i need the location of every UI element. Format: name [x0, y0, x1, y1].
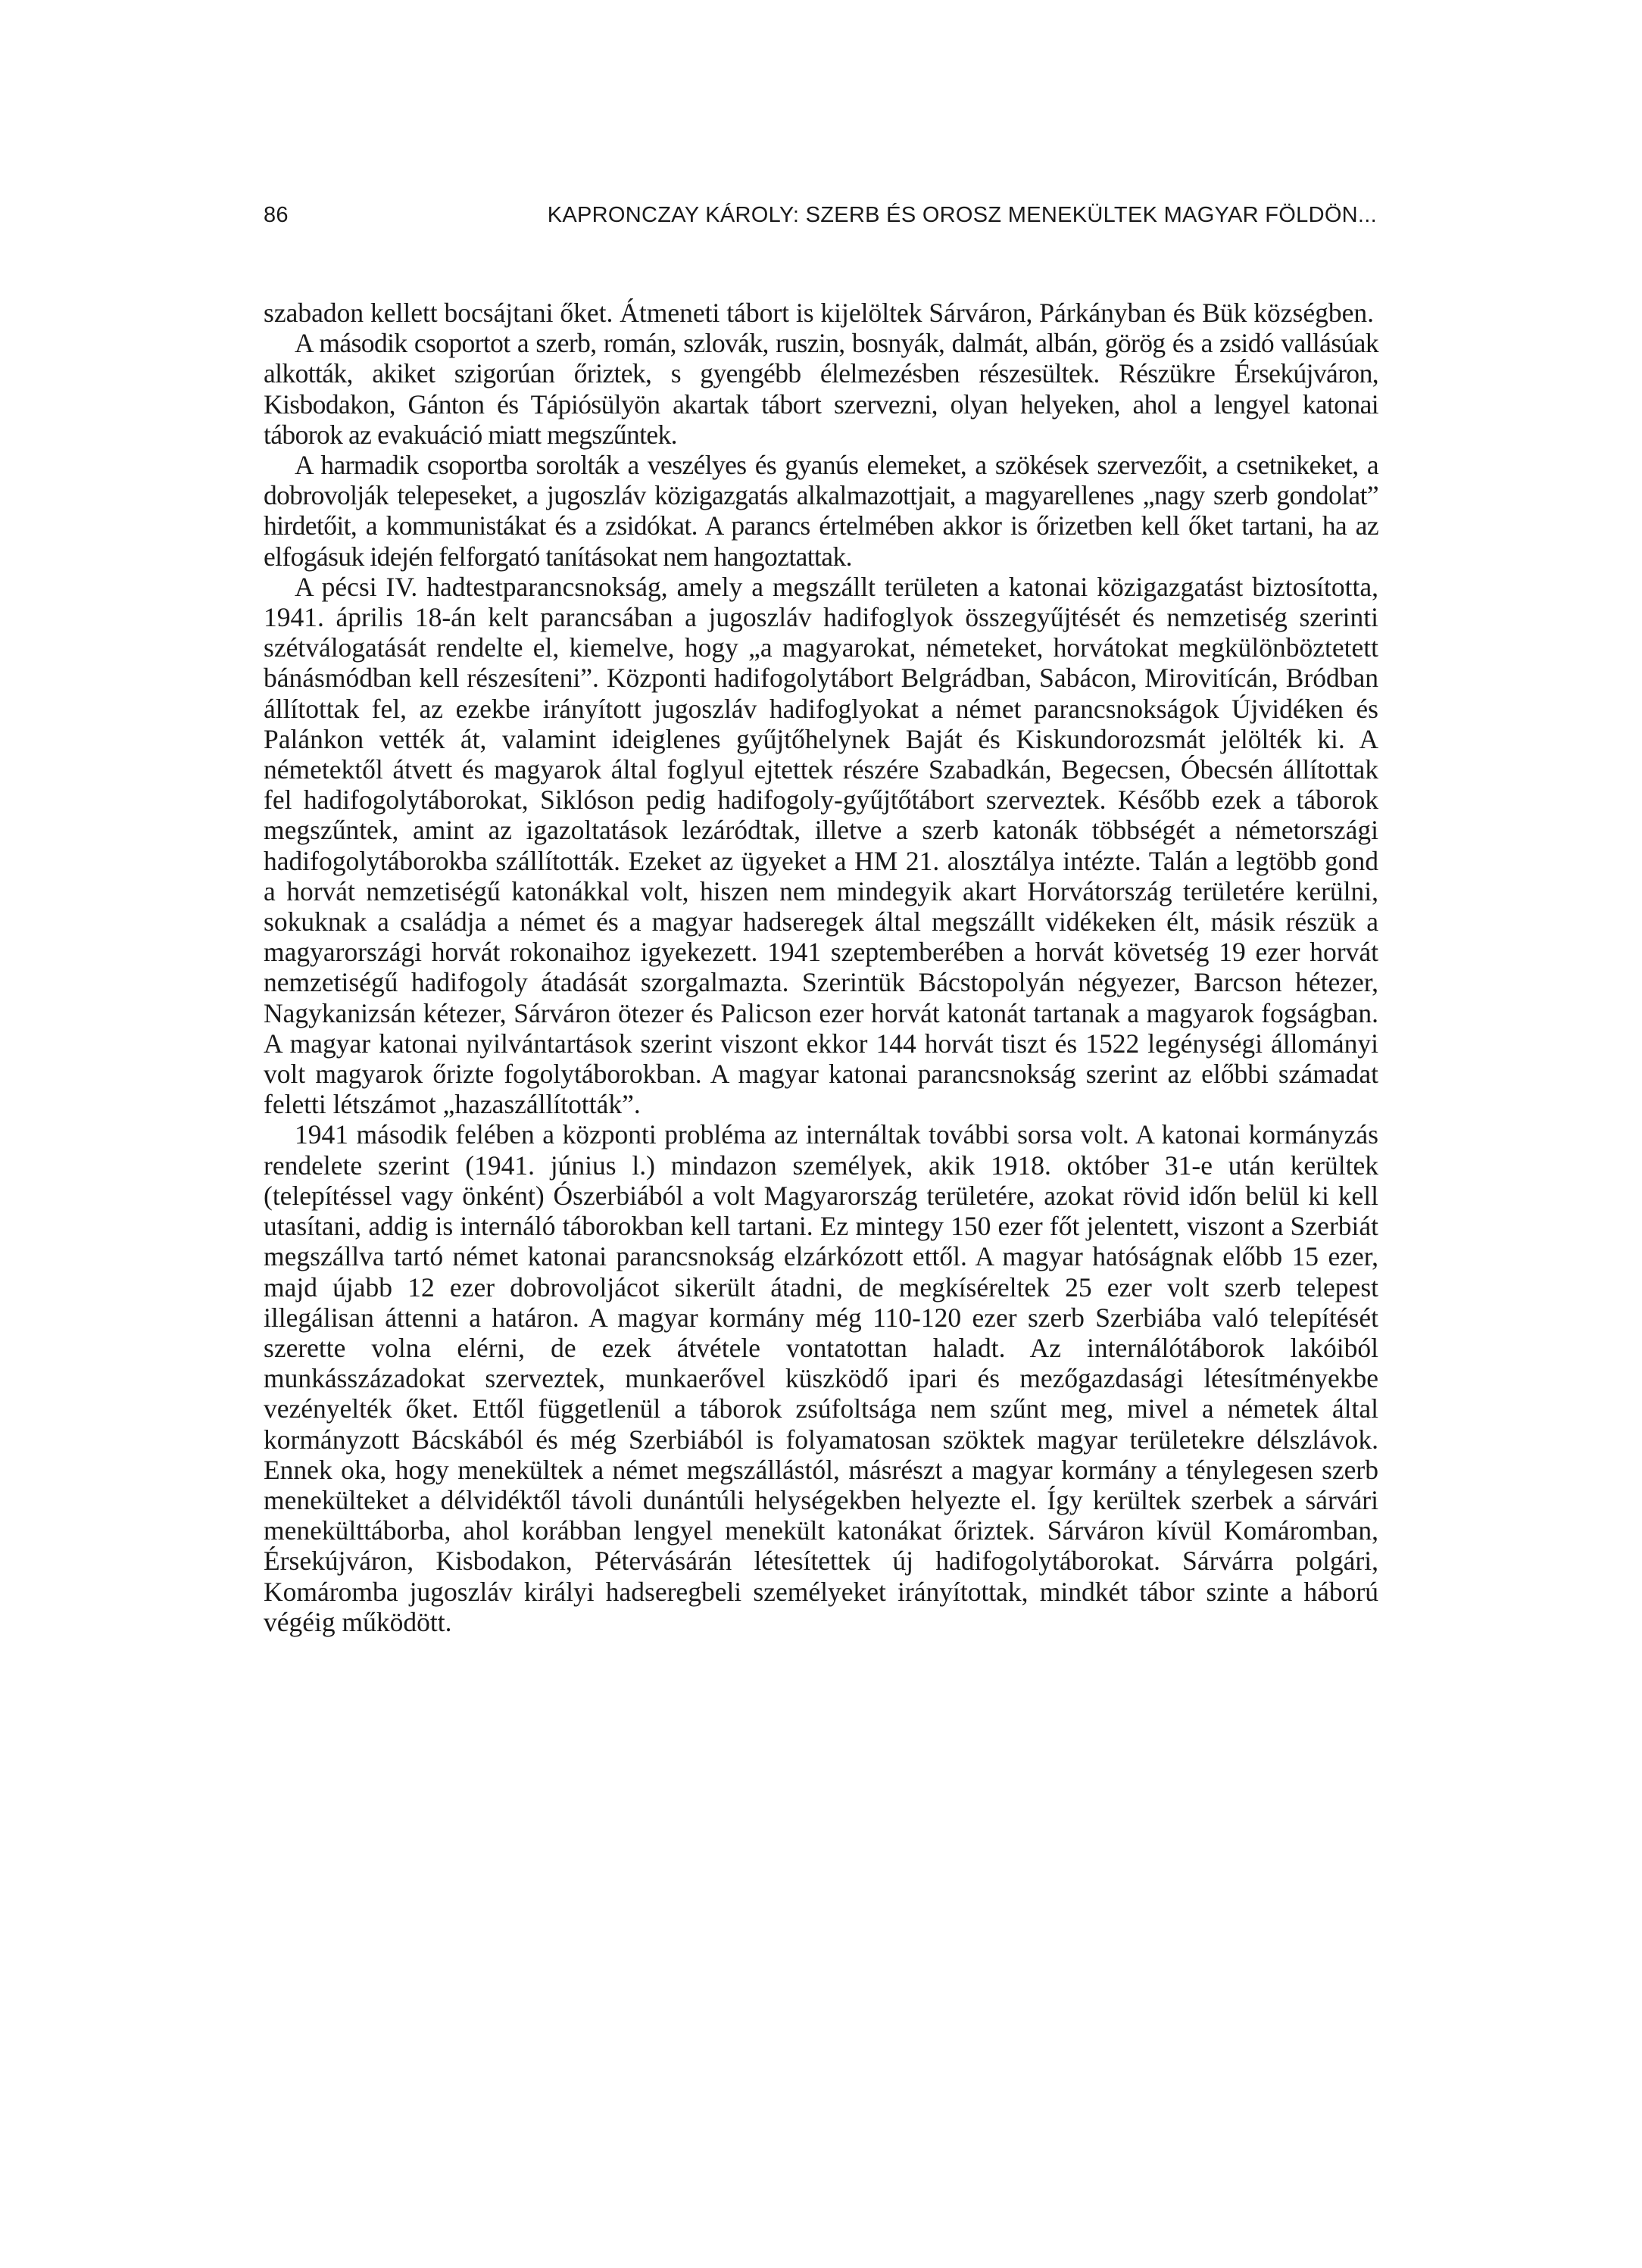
page-number: 86 [264, 203, 289, 227]
paragraph-internees-1941: 1941 második felében a központi probléma az internáltak további sorsa volt. A katonai kormányzás rendelete szerint (1941. június l.) mindazon személyek, akik 1918. október 31-e után kerültek (telepítéssel vagy önként) Ószerbiából a volt Magyarország területére, azokat rövid időn belül ki kell utasítani, addig is internáló táborokban kell tartani. Ez mintegy 150 ezer főt jelentett, viszont a Szerbiát megszállva tartó német katonai parancsnokság elzárkózott ettől. A magyar hatóságnak előbb 15 ezer, majd újabb 12 ezer dobrovoljácot sikerült átadni, de megkíséreltek 25 ezer volt szerb telepest illegálisan áttenni a határon. A magyar kormány még 110-120 ezer szerb Szerbiába való telepítését szerette volna elérni, de ezek átvétele vontatottan haladt. Az internálótáborok lakóiból munkásszázadokat szerveztek, munkaerővel küszködő ipari és mezőgazdasági létesítményekbe vezényelték őket. Ettől függetlenül a táborok zsúfoltsága nem szűnt meg, mivel a németek által kormányzott Bácskából és még Szerbiából is folyamatosan szöktek magyar területekre délszlávok. Ennek oka, hogy menekültek a német megszállástól, másrészt a magyar kormány a ténylegesen szerb menekülteket a délvidéktől távoli dunántúli helységekben helyezte el. Így kerültek szerbek a sárvári menekülttáborba, ahol korábban lengyel menekült katonákat őriztek. Sárváron kívül Komáromban, Érsekújváron, Kisbodakon, Pétervásárán létesítettek új hadifogolytáborokat. Sárvárra polgári, Komáromba jugoszláv királyi hadseregbeli személyeket irányítottak, mindkét tábor szinte a háború végéig működött. [264, 1119, 1378, 1637]
paragraph-pecs-command: A pécsi IV. hadtestparancsnokság, amely a megszállt területen a katonai közigazgatást biztosította, 1941. április 18-án kelt parancsában a jugoszláv hadifoglyok összegyűjtését és nemzetiség szerinti szétválogatását rendelte el, kiemelve, hogy „a magyarokat, németeket, horvátokat megkülönböztetett bánásmódban kell részesíteni”. Központi hadifogolytábort Belgrádban, Sabácon, Mirovitícán, Bródban állítottak fel, az ezekbe irányított jugoszláv hadifoglyokat a német parancsnokságok Újvidéken és Palánkon vették át, valamint ideiglenes gyűjtőhelynek Baját és Kiskundorozsmát jelölték ki. A németektől átvett és magyarok által foglyul ejtettek részére Szabadkán, Begecsen, Óbecsén állítottak fel hadifogolytáborokat, Siklóson pedig hadifogoly-gyűjtőtábort szerveztek. Később ezek a táborok megszűntek, amint az igazoltatások lezáródtak, illetve a szerb katonák többségét a németországi hadifogolytáborokba szállították. Ezeket az ügyeket a HM 21. alosztálya intézte. Talán a legtöbb gond a horvát nemzetiségű katonákkal volt, hiszen nem mindegyik akart Horvátország területére kerülni, sokuknak a családja a német és a magyar hadseregek által megszállt vidékeken élt, másik részük a magyarországi horvát rokonaihoz igyekezett. 1941 szeptemberében a horvát követség 19 ezer horvát nemzetiségű hadifogoly átadását szorgalmazta. Szerintük Bácstopolyán négyezer, Barcson hétezer, Nagykanizsán kétezer, Sárváron ötezer és Palicson ezer horvát katonát tartanak a magyarok fogságban. A magyar katonai nyilvántartások szerint viszont ekkor 144 horvát tiszt és 1522 legénységi állományi volt magyarok őrizte fogolytáborokban. A magyar katonai parancsnokság szerint az előbbi számadat feletti létszámot „hazaszállították”. [264, 571, 1378, 1120]
running-title: KAPRONCZAY KÁROLY: SZERB ÉS OROSZ MENEKÜLTEK MAGYAR FÖLDÖN... [547, 203, 1377, 227]
body-text [264, 298, 1378, 1637]
paragraph-second-group: A második csoportot a szerb, román, szlovák, ruszin, bosnyák, dalmát, albán, görög és a zsidó vallásúak alkották, akiket szigorúan őriztek, s gyengébb élelmezésben részesültek. Részükre Érsekújváron, Kisbodakon, Gánton és Tápiósülyön akartak tábort szervezni, olyan helyeken, ahol a lengyel katonai táborok az evakuáció miatt megszűntek. [264, 328, 1378, 450]
running-header [264, 203, 1377, 233]
paragraph-third-group: A harmadik csoportba sorolták a veszélyes és gyanús elemeket, a szökések szervezőit, a csetnikeket, a dobrovolják telepeseket, a jugoszláv közigazgatás alkalmazottjait, a magyarellenes „nagy szerb gondolat” hirdetőit, a kommunistákat és a zsidókat. A parancs értelmében akkor is őrizetben kell őket tartani, ha az elfogásuk idején felforgató tanításokat nem hangoztattak. [264, 450, 1378, 572]
paragraph-continued: szabadon kellett bocsájtani őket. Átmeneti tábort is kijelöltek Sárváron, Párkányban és Bük községben. [264, 298, 1374, 328]
